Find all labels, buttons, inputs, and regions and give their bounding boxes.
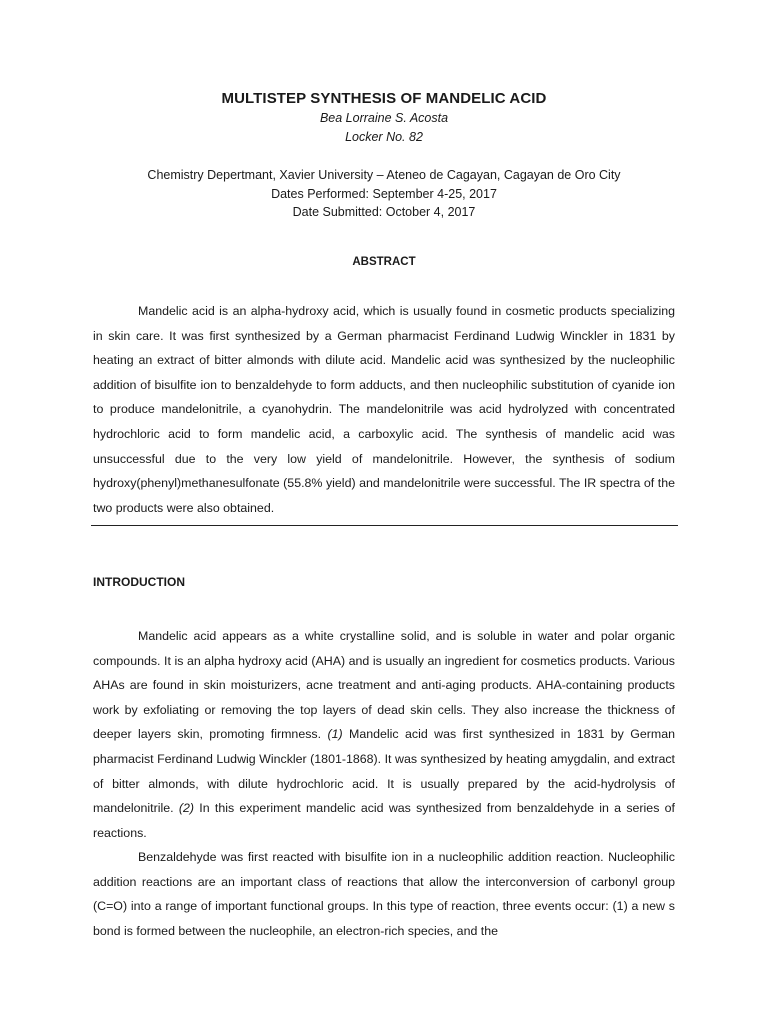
intro-p1-text-a: Mandelic acid appears as a white crystalline solid, and is soluble in water and polar organic compounds. It is an alpha hydroxy acid (AHA) and is usually an ingredient for cosmetics products. Various AHAs are found in skin moisturizers, acne treatment and anti-aging products. AHA-containing products work by exfoliating or removing the top layers of dead skin cells. They also increase the thickness of deeper layers skin, promoting firmness.	[93, 629, 675, 742]
locker-number: Locker No. 82	[345, 130, 423, 144]
dates-performed: Dates Performed: September 4-25, 2017	[271, 187, 497, 201]
abstract-text: Mandelic acid is an alpha-hydroxy acid, which is usually found in cosmetic products specializing in skin care. It was first synthesized by a German pharmacist Ferdinand Ludwig Winckler in 1831 by heating an extract of bitter almonds with dilute acid. Mandelic acid was synthesized by the nucleophilic addition of bisulfite ion to benzaldehyde to form adducts, and then nucleophilic substitution of cyanide ion to produce mandelonitrile, a cyanohydrin. The mandelonitrile was acid hydrolyzed with concentrated hydrochloric acid to form mandelic acid, a carboxylic acid. The synthesis of mandelic acid was unsuccessful due to the very low yield of mandelonitrile. However, the synthesis of sodium hydroxy(phenyl)methanesulfonate (55.8% yield) and mandelonitrile were successful. The IR spectra of the two products were also obtained.	[93, 304, 675, 515]
date-submitted: Date Submitted: October 4, 2017	[292, 205, 476, 219]
section-divider	[91, 525, 678, 526]
affiliation: Chemistry Depertmant, Xavier University – Ateneo de Cagayan, Cagayan de Oro City	[147, 168, 621, 182]
intro-p2-text: Benzaldehyde was first reacted with bisulfite ion in a nucleophilic addition reaction. Nucleophilic addition reactions are an important class of reactions that allow the interconversion of carbonyl group (C=O) into a range of important functional groups. In this type of reaction, three events occur: (1) a new s bond is formed between the nucleophile, an electron-rich species, and the	[93, 850, 675, 938]
paper-title: MULTISTEP SYNTHESIS OF MANDELIC ACID	[221, 90, 547, 107]
author-name: Bea Lorraine S. Acosta	[319, 111, 449, 125]
abstract-paragraph	[93, 299, 675, 520]
citation-2: (2)	[178, 801, 195, 816]
introduction-paragraph-1	[93, 624, 675, 845]
intro-p1-text-b: Mandelic acid was first synthesized in 1831 by German pharmacist Ferdinand Ludwig Winckler (1801-1868). It was synthesized by heating amygdalin, and extract of bitter almonds, with dilute hydrochloric acid. It is usually prepared by the acid-hydrolysis of mandelonitrile.	[93, 727, 675, 816]
citation-1: (1)	[327, 727, 343, 742]
introduction-paragraph-2	[93, 845, 675, 943]
introduction-heading: INTRODUCTION	[93, 575, 185, 589]
intro-p1-text-c: In this experiment mandelic acid was synthesized from benzaldehyde in a series of reactions.	[93, 801, 675, 840]
abstract-heading: ABSTRACT	[352, 256, 416, 268]
